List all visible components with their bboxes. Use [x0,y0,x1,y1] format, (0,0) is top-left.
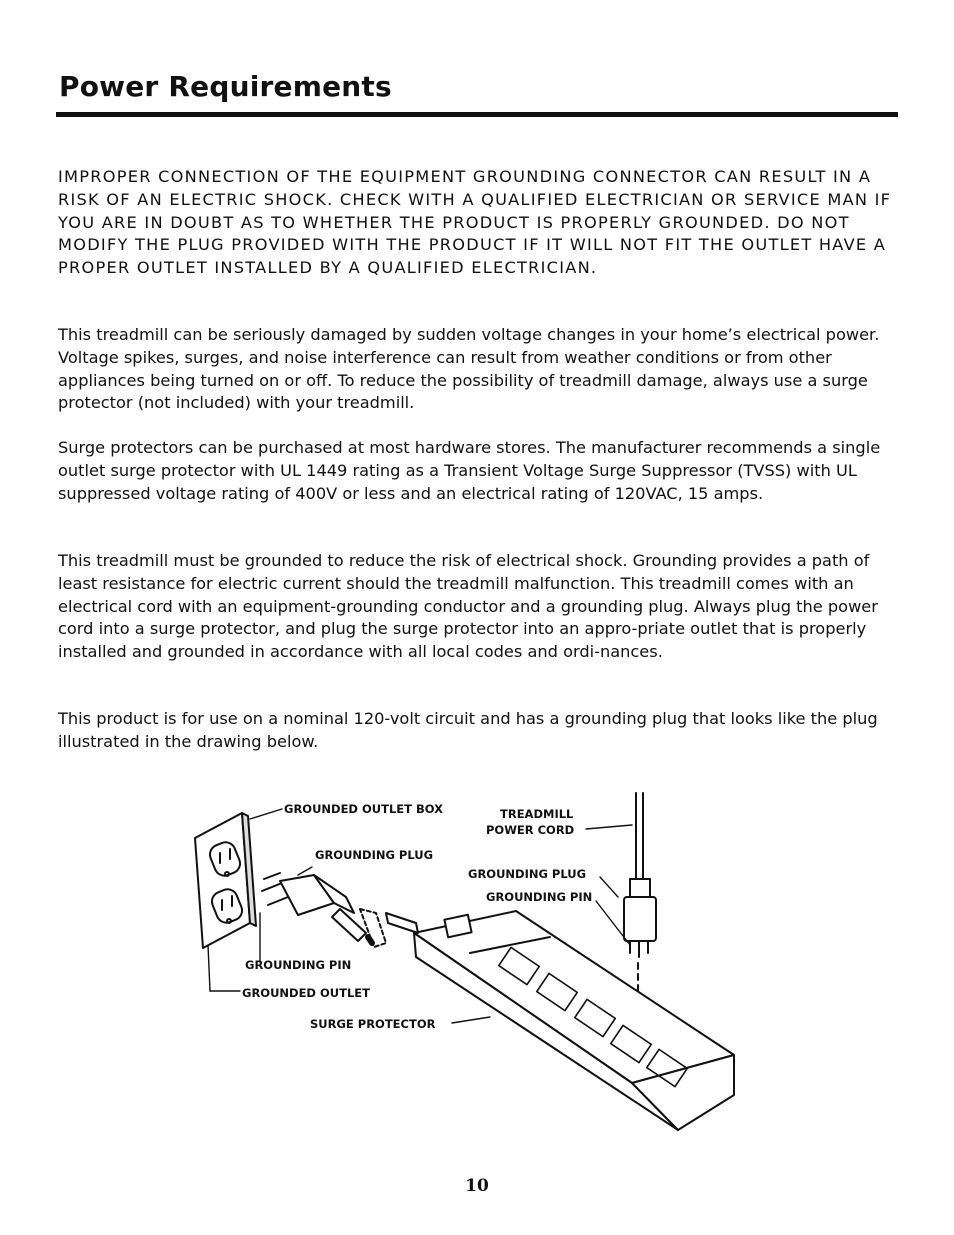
circuit-paragraph: This product is for use on a nominal 120-volt circuit and has a grounding plug that looks like the plug illustrated in the drawing below. [58,709,878,751]
page-number: 10 [465,1176,489,1196]
left-grounding-plug [262,873,386,947]
wall-outlet-box [195,813,256,948]
grounding-paragraph: This treadmill must be grounded to reduce the risk of electrical shock. Grounding provides a path of least resistance for electric current should the treadmill malfunction. This treadmill comes with an electrical cord with an equipment-grounding conductor and a grounding plug. Always plug the power cord into a surge protector, and plug the surge protector into an appro-priate outlet that is properly installed and grounded in accordance with all local codes and ordi-nances. [58,551,878,662]
label-surge-protector: SURGE PROTECTOR [310,1017,436,1031]
label-treadmill: TREADMILL [500,807,574,821]
surge-protector-strip [386,911,734,1130]
surge-protector-paragraph: Surge protectors can be purchased at most hardware stores. The manufacturer recommends a single outlet surge protector with UL 1449 rating as a Transient Voltage Surge Suppressor (TVSS) with UL suppressed voltage rating of 400V or less and an electrical rating of 120VAC, 15 amps. [58,438,881,503]
surge-damage-paragraph: This treadmill can be seriously damaged by sudden voltage changes in your home’s electrical power. Voltage spikes, surges, and noise interference can result from weather conditions or from other appliances being turned on or off. To reduce the possibility of treadmill damage, always use a surge protector (not included) with your treadmill. [58,325,880,413]
label-grounding-plug-right: GROUNDING PLUG [468,867,587,881]
label-grounding-plug-left: GROUNDING PLUG [315,848,434,862]
label-power-cord: POWER CORD [486,823,575,837]
grounding-diagram [190,785,750,1135]
label-grounded-outlet-box: GROUNDED OUTLET BOX [284,802,443,816]
grounding-diagram-drawing [190,785,750,1135]
label-grounded-outlet: GROUNDED OUTLET [242,986,370,1000]
label-grounding-pin-left: GROUNDING PIN [245,958,352,972]
page-title: Power Requirements [59,70,392,103]
label-grounding-pin-right: GROUNDING PIN [486,890,593,904]
warning-paragraph: IMPROPER CONNECTION OF THE EQUIPMENT GROUNDING CONNECTOR CAN RESULT IN A RISK OF AN ELECTRIC SHOCK. CHECK WITH A QUALIFIED ELECTRICIAN OR SERVICE MAN IF YOU ARE IN DOUBT AS TO WHETHER THE PRODUCT IS PROPERLY GROUNDED. DO NOT MODIFY THE PLUG PROVIDED WITH THE PRODUCT IF IT WILL NOT FIT THE OUTLET HAVE A PROPER OUTLET INSTALLED BY A QUALIFIED ELECTRICIAN. [58,167,892,278]
title-divider [56,112,898,117]
